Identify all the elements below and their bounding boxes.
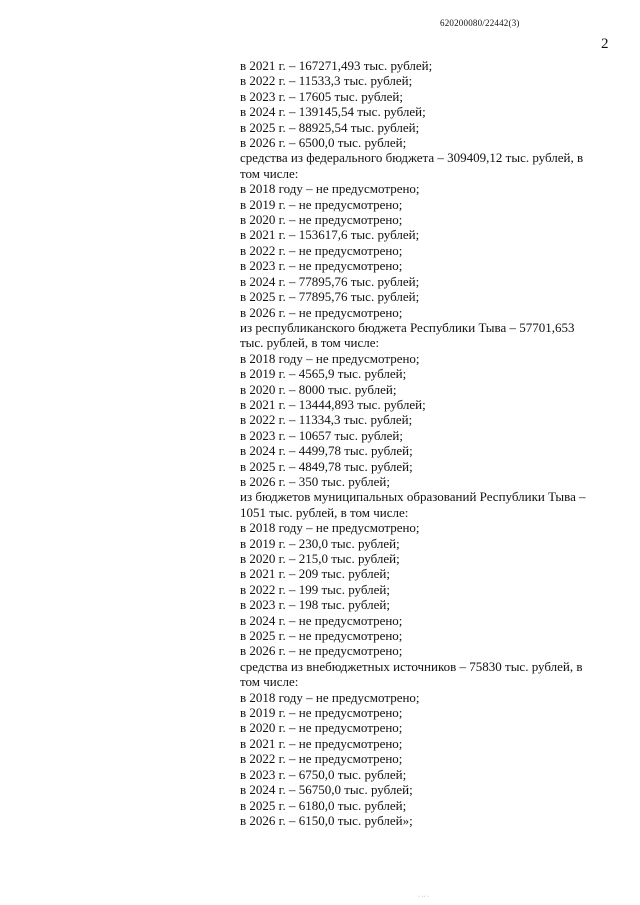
text-line: в 2025 г. – 4849,78 тыс. рублей; xyxy=(240,458,413,474)
text-line: в 2024 г. – 56750,0 тыс. рублей; xyxy=(240,782,413,798)
text-line: в 2022 г. – не предусмотрено; xyxy=(240,751,403,767)
text-line: в 2019 г. – не предусмотрено; xyxy=(240,705,403,721)
text-line: в 2023 г. – не предусмотрено; xyxy=(240,258,403,274)
text-line: в 2023 г. – 10657 тыс. рублей; xyxy=(240,427,403,443)
text-line: в 2024 г. – 4499,78 тыс. рублей; xyxy=(240,443,413,459)
text-line: в 2024 г. – 139145,54 тыс. рублей; xyxy=(240,104,426,120)
text-line: в 2026 г. – не предусмотрено; xyxy=(240,643,403,659)
text-line: в 2026 г. – не предусмотрено; xyxy=(240,304,403,320)
scan-mark: · ·· · xyxy=(418,894,429,900)
text-paragraph: средства из внебюджетных источников – 75830 тыс. рублей, в том числе: xyxy=(240,658,583,690)
text-line: в 2025 г. – не предусмотрено; xyxy=(240,628,403,644)
text-line: в 2021 г. – 153617,6 тыс. рублей; xyxy=(240,227,420,243)
text-line: в 2025 г. – 88925,54 тыс. рублей; xyxy=(240,119,420,135)
text-line: в 2022 г. – 11334,3 тыс. рублей; xyxy=(240,412,413,428)
text-line: в 2023 г. – 198 тыс. рублей; xyxy=(240,597,390,613)
text-line: в 2018 году – не предусмотрено; xyxy=(240,689,420,705)
text-line: в 2022 г. – 11533,3 тыс. рублей; xyxy=(240,73,413,89)
text-line: в 2020 г. – 215,0 тыс. рублей; xyxy=(240,551,400,566)
text-line: в 2021 г. – не предусмотрено; xyxy=(240,735,403,751)
page-number: 2 xyxy=(601,36,609,52)
text-line: в 2020 г. – 8000 тыс. рублей; xyxy=(240,381,397,397)
body-text xyxy=(240,58,600,828)
text-line: в 2021 г. – 209 тыс. рублей; xyxy=(240,566,390,582)
text-line: в 2018 году – не предусмотрено; xyxy=(240,350,420,366)
text-line: в 2022 г. – 199 тыс. рублей; xyxy=(240,581,390,597)
text-line: в 2020 г. – не предусмотрено; xyxy=(240,720,403,736)
text-line: в 2021 г. – 167271,493 тыс. рублей; xyxy=(240,58,433,73)
text-line: в 2025 г. – 77895,76 тыс. рублей; xyxy=(240,289,420,305)
text-line: в 2019 г. – 4565,9 тыс. рублей; xyxy=(240,366,407,382)
text-paragraph: из бюджетов муниципальных образований Республики Тыва – 1051 тыс. рублей, в том числе: xyxy=(240,489,586,520)
text-line: в 2022 г. – не предусмотрено; xyxy=(240,242,403,258)
text-line: в 2018 году – не предусмотрено; xyxy=(240,181,420,197)
text-line: в 2026 г. – 6150,0 тыс. рублей»; xyxy=(240,812,413,828)
text-line: в 2023 г. – 17605 тыс. рублей; xyxy=(240,88,403,104)
text-line: в 2024 г. – 77895,76 тыс. рублей; xyxy=(240,273,420,289)
text-paragraph: средства из федерального бюджета – 309409,12 тыс. рублей, в том числе: xyxy=(240,150,584,181)
text-paragraph: из республиканского бюджета Республики Тыва – 57701,653 тыс. рублей, в том числе: xyxy=(240,319,575,351)
text-line: в 2025 г. – 6180,0 тыс. рублей; xyxy=(240,797,407,813)
text-line: в 2018 году – не предусмотрено; xyxy=(240,520,420,536)
text-line: в 2019 г. – не предусмотрено; xyxy=(240,196,403,212)
text-line: в 2026 г. – 350 тыс. рублей; xyxy=(240,473,390,489)
text-line: в 2026 г. – 6500,0 тыс. рублей; xyxy=(240,135,407,151)
text-line: в 2024 г. – не предусмотрено; xyxy=(240,612,403,628)
document-code: 620200080/22442(3) xyxy=(440,18,520,28)
text-line: в 2020 г. – не предусмотрено; xyxy=(240,212,403,228)
text-line: в 2023 г. – 6750,0 тыс. рублей; xyxy=(240,766,407,782)
text-line: в 2021 г. – 13444,893 тыс. рублей; xyxy=(240,396,426,412)
text-line: в 2019 г. – 230,0 тыс. рублей; xyxy=(240,535,400,551)
